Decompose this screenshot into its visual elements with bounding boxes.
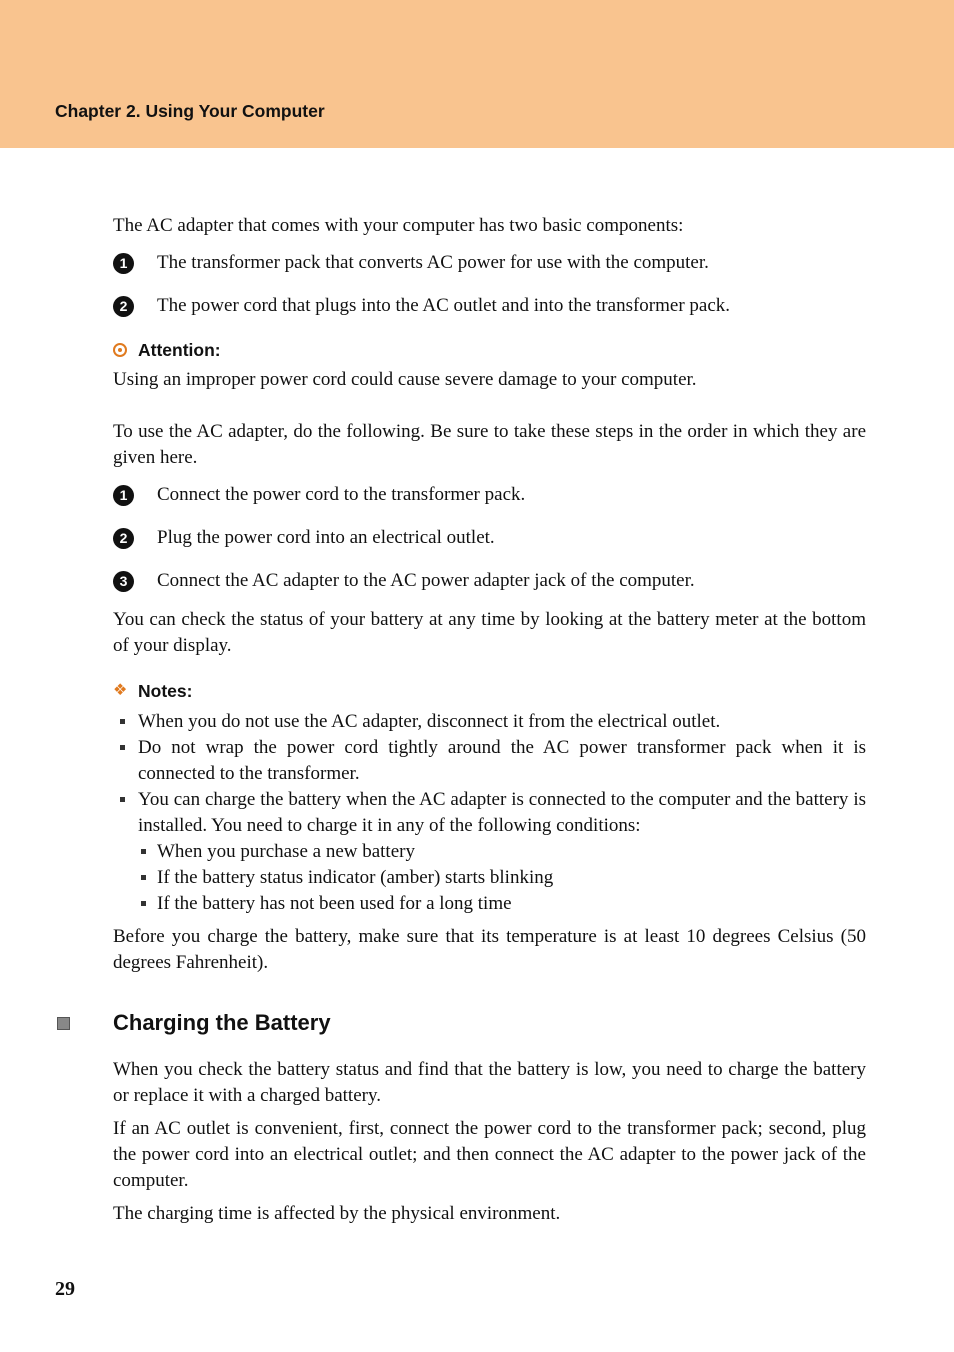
square-bullet-icon [120,745,125,750]
notes-list [113,709,866,839]
step-item [113,568,866,594]
step-item [113,525,866,551]
diamond-cluster-icon: ❖ [113,682,128,699]
section-square-icon [57,1017,70,1030]
step-text: Plug the power cord into an electrical outlet. [157,527,495,548]
square-bullet-icon [141,901,146,906]
page-number: 29 [55,1278,75,1300]
conditions-list [113,839,866,917]
component-text: The transformer pack that converts AC power for use with the computer. [157,252,709,273]
list-item: If the battery has not been used for a long time [113,891,866,917]
intro-paragraph: The AC adapter that comes with your computer has two basic components: [113,215,684,236]
list-item: If the battery status indicator (amber) starts blinking [113,865,866,891]
component-item [113,250,866,276]
square-bullet-icon [141,875,146,880]
attention-icon [113,343,127,357]
number-badge-icon: 1 [113,485,134,506]
list-item: When you purchase a new battery [113,839,866,865]
step-text: Connect the power cord to the transformer pack. [157,484,526,505]
attention-text: Using an improper power cord could cause severe damage to your computer. [113,369,697,390]
component-text: The power cord that plugs into the AC outlet and into the transformer pack. [157,295,731,316]
notes-heading [113,680,866,702]
component-item [113,293,866,319]
status-check-paragraph: You can check the status of your battery at any time by looking at the battery meter at the bottom of your display. [113,609,866,656]
chapter-title: Chapter 2. Using Your Computer [55,101,325,121]
section-paragraph: When you check the battery status and find that the battery is low, you need to charge the battery or replace it with a charged battery. [113,1059,866,1106]
section-paragraph: The charging time is affected by the physical environment. [113,1203,561,1224]
notes-label: Notes: [138,681,193,701]
number-badge-icon: 2 [113,296,134,317]
number-badge-icon: 2 [113,528,134,549]
list-item: Do not wrap the power cord tightly around the AC power transformer pack when it is connected to the transformer. [113,735,866,787]
number-badge-icon: 3 [113,571,134,592]
attention-heading [113,339,866,361]
chapter-header-band [0,0,954,148]
usage-paragraph: To use the AC adapter, do the following. Be sure to take these steps in the order in which they are given here. [113,421,866,468]
section-heading [113,1010,866,1038]
section-title: Charging the Battery [113,1010,331,1035]
step-item [113,482,866,508]
attention-label: Attention: [138,340,221,360]
square-bullet-icon [120,797,125,802]
square-bullet-icon [120,719,125,724]
list-item: You can charge the battery when the AC adapter is connected to the computer and the battery is installed. You need to charge it in any of the following conditions: [113,787,866,839]
page-content [113,213,866,1227]
square-bullet-icon [141,849,146,854]
list-item: When you do not use the AC adapter, disconnect it from the electrical outlet. [113,709,866,735]
temperature-paragraph: Before you charge the battery, make sure that its temperature is at least 10 degrees Celsius (50 degrees Fahrenheit). [113,926,866,973]
step-text: Connect the AC adapter to the AC power adapter jack of the computer. [157,570,695,591]
section-paragraph: If an AC outlet is convenient, first, connect the power cord to the transformer pack; second, plug the power cord into an electrical outlet; and then connect the AC adapter to the power jack of the computer. [113,1118,866,1191]
number-badge-icon: 1 [113,253,134,274]
